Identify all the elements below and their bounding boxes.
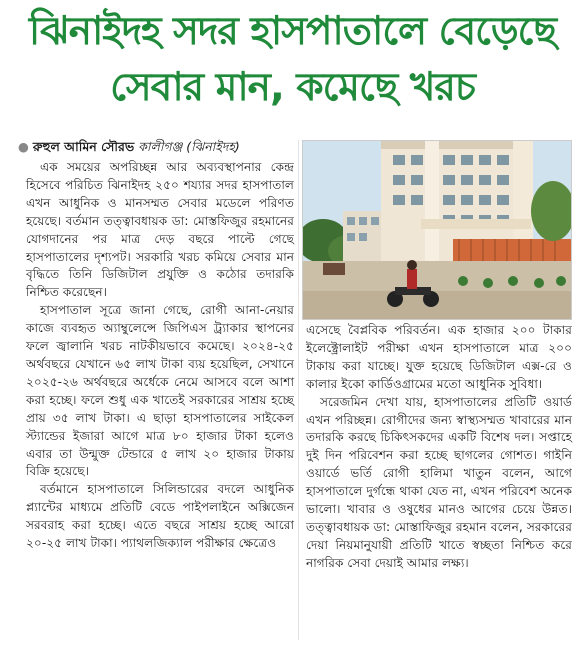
- byline-place: কালীগঞ্জ (ঝিনাইদহ): [138, 139, 240, 154]
- byline-author: রুহুল আমিন সৌরভ: [32, 139, 135, 154]
- byline: [18, 139, 308, 155]
- article-paragraph: সরেজমিন দেখা যায়, হাসপাতালের প্রতিটি ওয়ার্ড এখন পরিচ্ছন্ন। রোগীদের জন্য স্বাস্থ্যসম্মত খাবারের মান তদারকি করছে চিকিৎসকদের একটি বিশেষ দল। সপ্তাহে দুই দিন পরিবেশন করা হচ্ছে ছাগলের গোশত। গাইনি ওয়ার্ডে ভর্তি রোগী হালিমা খাতুন বলেন, আগে হাসপাতালে দুর্গন্ধে থাকা যেত না, এখন পরিবেশ অনেক ভালো। খাবার ও ওষুধের মানও আগের চেয়ে উন্নত। তত্ত্বাবধায়ক ডা: মোস্তাফিজুর রহমান বলেন, সরকারের দেয়া নিয়মানুযায়ী প্রতিটি খাতে স্বচ্ছতা নিশ্চিত করে নাগরিক সেবা দেয়াই আমার লক্ষ্য।: [306, 394, 572, 570]
- bullet-icon: ●: [18, 139, 29, 154]
- hospital-photo: [302, 140, 572, 320]
- article-paragraph: এসেছে বৈপ্লবিক পরিবর্তন। এক হাজার ২০০ টাকার ইলেক্ট্রোলাইট পরীক্ষা এখন হাসপাতালে মাত্র ২০০ টাকায় করা যাচ্ছে। যুক্ত হয়েছে ডিজিটাল এক্স-রে ও কালার ইকো কার্ডিওগ্রামের মতো আধুনিক সুবিধা।: [306, 323, 572, 391]
- article-paragraph: হাসপাতাল সূত্রে জানা গেছে, রোগী আনা-নেয়ার কাজে ব্যবহৃত অ্যাম্বুলেন্সে জিপিএস ট্র্যাকার স্থাপনের ফলে জ্বালানি খরচ নাটকীয়ভাবে কমেছে। ২০২৪-২৫ অর্থবছরে যেখানে ৬৫ লাখ টাকা ব্যয় হয়েছিল, সেখানে ২০২৫-২৬ অর্থবছরে অর্ধেকে নেমে আসবে বলে আশা করা হচ্ছে। ফলে শুধু এক খাতেই সরকারের সাশ্রয় হচ্ছে প্রায় ৩৫ লাখ টাকা। এ ছাড়া হাসপাতালের সাইকেল স্ট্যান্ডের ইজারা আগে মাত্র ৮০ হাজার টাকা হলেও এবার তা উন্মুক্ত টেন্ডারে ৫ লাখ ২০ হাজার টাকায় বিক্রি হয়েছে।: [26, 303, 294, 479]
- headline-line-2: সেবার মান, কমেছে খরচ: [110, 65, 475, 110]
- article-column-left: [26, 159, 294, 553]
- column-divider: [298, 140, 299, 640]
- article-paragraph: এক সময়ের অপরিচ্ছন্ন আর অব্যবস্থাপনার কেন্দ্র হিসেবে পরিচিত ঝিনাইদহ ২৫০ শয্যার সদর হাসপাতাল এখন আধুনিক ও মানসম্মত সেবার মডেলে পরিণত হয়েছে। বর্তমান তত্ত্বাবধায়ক ডা: মোস্তফিজুর রহমানের যোগদানের পর মাত্র দেড় বছরে পাল্টে গেছে হাসপাতালের দৃশ্যপট। সরকারি খরচ কমিয়ে সেবার মান বৃদ্ধিতে তিনি ডিজিটাল প্রযুক্তি ও কঠোর তদারকি নিশ্চিত করেছেন।: [26, 160, 294, 300]
- article-paragraph: বর্তমানে হাসপাতালে সিলিন্ডারের বদলে আধুনিক প্ল্যান্টের মাধ্যমে প্রতিটি বেডে পাইপলাইনে অক্সিজেন সরবরাহ করা হচ্ছে। এতে বছরে সাশ্রয় হচ্ছে আরো ২০-২৫ লাখ টাকা। প্যাথলজিক্যাল পরীক্ষার ক্ষেত্রেও: [26, 482, 294, 551]
- headline-line-1: ঝিনাইদহ সদর হাসপাতালে বেড়েছে: [29, 9, 556, 54]
- headline: [0, 4, 585, 116]
- article-column-right: [306, 322, 572, 573]
